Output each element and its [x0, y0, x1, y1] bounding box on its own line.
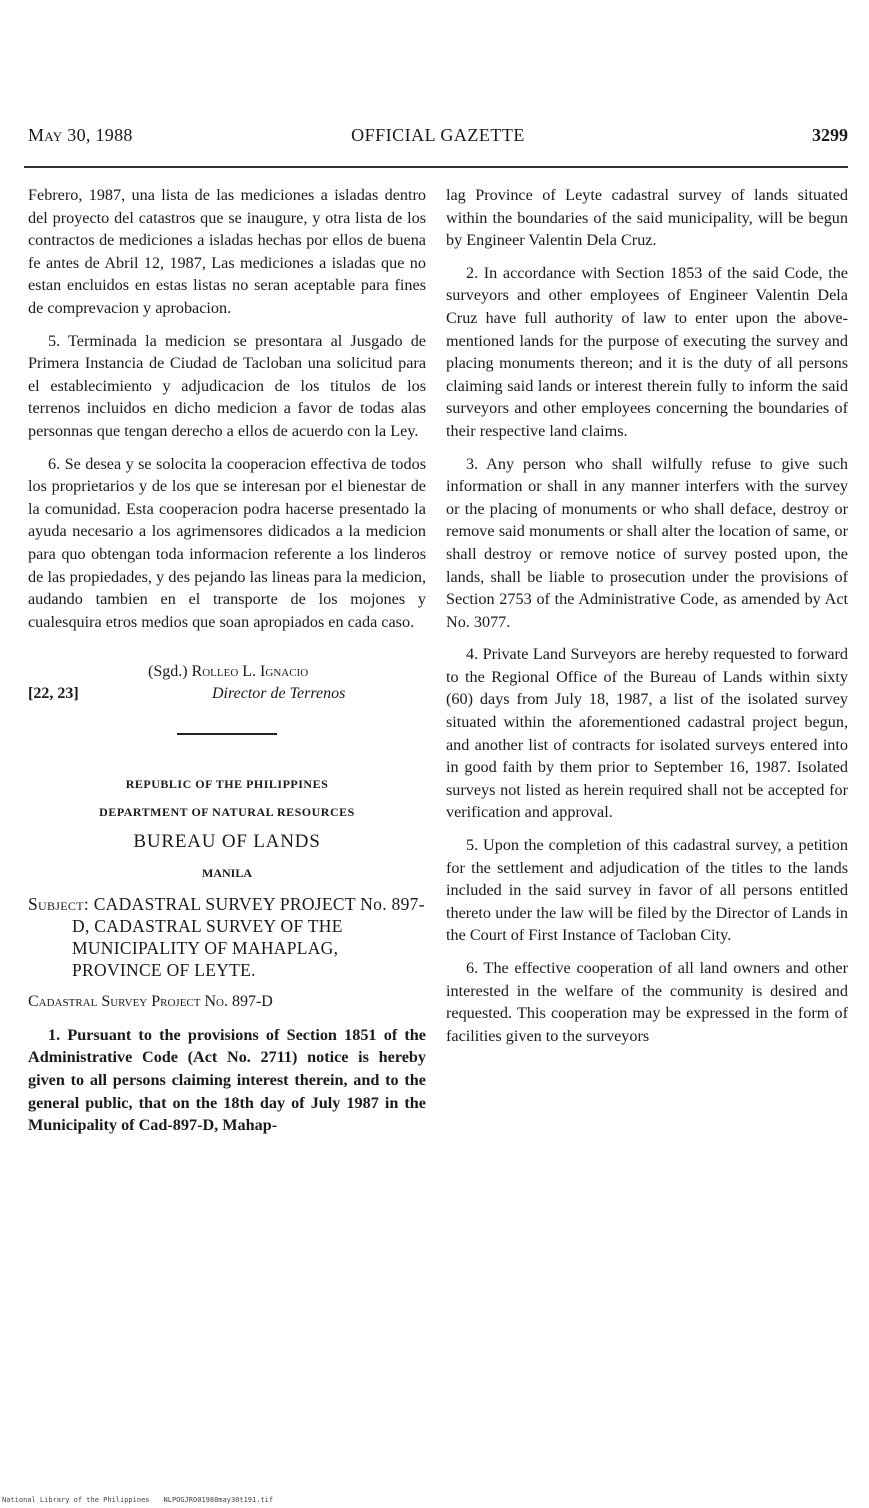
project-heading: Cadastral Survey Project No. 897-D	[28, 993, 273, 1011]
paragraph: 5. Upon the completion of this cadastral survey, a petition for the settlement and adjudication of the titles to the lands included in the said survey in favor of all persons entitled thereto under the law will be filed by the Director of Lands in the Court of First Instance of Tacloban City.	[446, 836, 848, 945]
subject-line	[28, 893, 426, 981]
signatory-title: Director de Terrenos	[212, 685, 346, 703]
department-heading: DEPARTMENT OF NATURAL RESOURCES	[99, 805, 355, 820]
paragraph: 4. Private Land Surveyors are hereby requested to forward to the Regional Office of the Bureau of Lands within sixty (60) days from July 18, 1987, a list of the isolated survey situated within the aforementioned cadastral project begun, and another list of contracts for isolated surveys entered into in good faith by them prior to September 16, 1987. Isolated surveys not listed as herein required shall not be accepted for verification and approval.	[446, 645, 848, 822]
paragraph: Febrero, 1987, una lista de las mediciones a isladas dentro del proyecto del catastros que se inaugure, y otra lista de los contractos de mediciones a isladas hechas por ellos de buena fe antes de Abril 12, 1987, Las mediciones a isladas que no estan encluidos en estas listas no seran aceptable para fines de comprevacion y aprobacion.	[28, 186, 426, 317]
republic-heading: REPUBLIC OF THE PHILIPPINES	[125, 777, 329, 792]
issue-date: May 30, 1988	[28, 125, 133, 145]
right-column	[446, 184, 848, 1057]
file-name: NLPOGJRO01988may30t191.tif	[163, 1496, 274, 1504]
page-number: 3299	[812, 125, 848, 145]
page-header	[28, 125, 848, 151]
paragraph: 5. Terminada la medicion se presontara al Jusgado de Primera Instancia de Ciudad de Tacloban una solicitud para el establecimiento y adjudicacion de los titulos de los terrenos incluidos en dicho medicion a favor de todas alas personnas que tengan derecho a ellos de acuerdo con la Ley.	[28, 331, 426, 440]
subject-label: Subject:	[28, 894, 89, 915]
publication-title: OFFICIAL GAZETTE	[351, 125, 525, 145]
library-credit: National Library of the Philippines	[2, 1496, 150, 1504]
paragraph: 6. Se desea y se solocita la cooperacion effectiva de todos los proprietarios y de los que se interesan por el bienestar de la comunidad. Esta cooperacion podra hacerse presentado la ayuda necesario a los agrimensores didicados a la medicion para quo obtengan toda informacion referente a los linderos de las propiedades, y des pejando las lineas para la medicion, audando tambien en el transporte de los mojones y cualesquira etros medios que soan apropiados en cada caso.	[28, 454, 426, 631]
header-divider	[24, 166, 848, 168]
paragraph: 2. In accordance with Section 1853 of the said Code, the surveyors and other employees of Engineer Valentin Dela Cruz have full authority of law to enter upon the above-mentioned lands for the purpose of executing the survey and placing monuments thereon; and it is the duty of all persons claiming said lands or interest therein fully to inform the said surveyors and other employees concerning the boundaries of their respective land claims.	[446, 263, 848, 440]
scan-footer	[2, 1496, 287, 1504]
reference-number: [22, 23]	[28, 685, 79, 703]
paragraph: 3. Any person who shall wilfully refuse to give such information or shall in any manner interfers with the survey or the placing of monuments or who shall deface, destroy or remove said monuments or shall alter the location of same, or shall destroy or remove notice of survey posted upon, the lands, shall be liable to prosecution under the provisions of Section 2753 of the Administrative Code, as amended by Act No. 3077.	[446, 454, 848, 631]
city-heading: MANILA	[202, 866, 252, 881]
signature-block	[28, 661, 426, 709]
subject-text: CADASTRAL SURVEY PROJECT No. 897-D, CADASTRAL SURVEY OF THE MUNICIPALITY OF MAHAPLAG, PROVINCE OF LEYTE.	[72, 894, 425, 981]
section-divider	[177, 733, 277, 735]
bureau-heading: BUREAU OF LANDS	[133, 831, 321, 853]
paragraph: 1. Pursuant to the provisions of Section 1851 of the Administrative Code (Act No. 2711) notice is hereby given to all persons claiming interest therein, and to the general public, that on the 18th day of July 1987 in the Municipality of Cad-897-D, Mahap-	[28, 1025, 426, 1135]
left-column	[28, 184, 426, 1147]
signatory-name: Rolleo L. Ignacio	[191, 663, 309, 681]
paragraph: 6. The effective cooperation of all land owners and other interested in the welfare of the community is desired and requested. This cooperation may be expressed in the form of facilities given to the surveyors	[446, 959, 848, 1045]
signed-mark: (Sgd.)	[148, 663, 188, 681]
paragraph: lag Province of Leyte cadastral survey of lands situated within the boundaries of the said municipality, will be begun by Engineer Valentin Dela Cruz.	[446, 186, 848, 250]
